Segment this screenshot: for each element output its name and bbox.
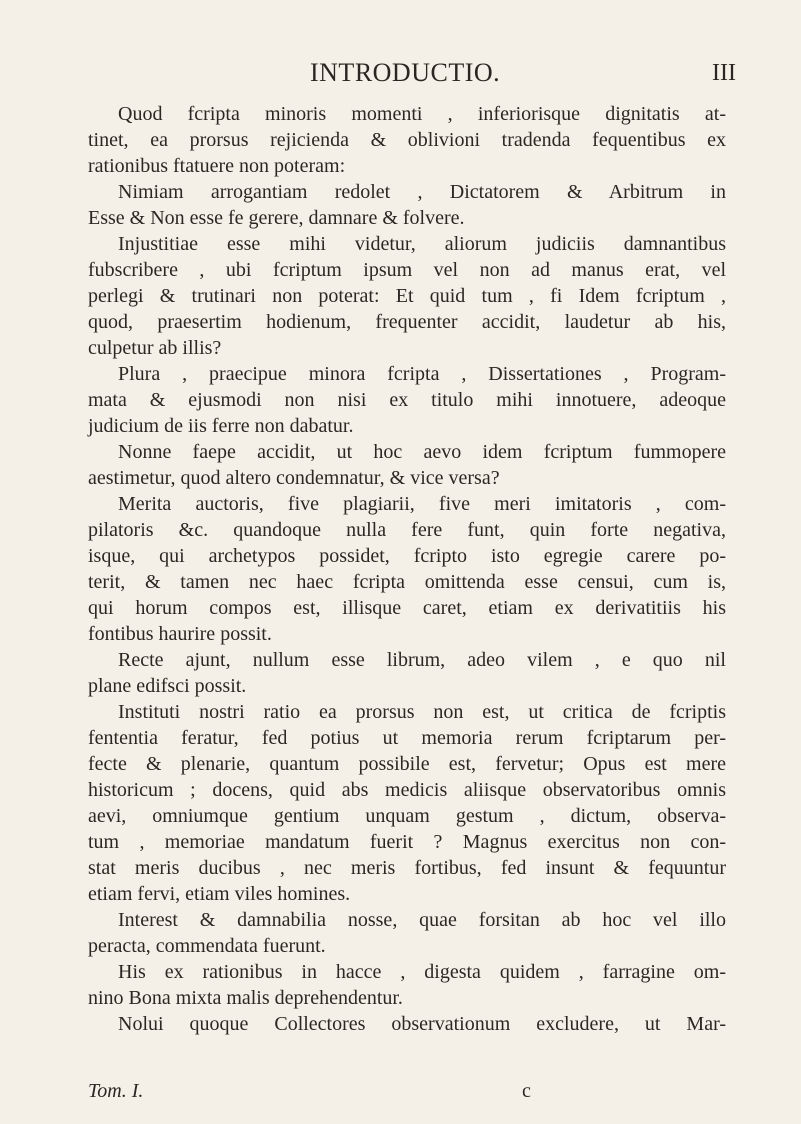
text-line: fententia feratur, fed potius ut memoria rerum fcriptarum per- [88,727,726,749]
text-line: peracta, commendata fuerunt. [88,935,326,957]
text-line: His ex rationibus in hacce , digesta quidem , farragine om- [118,961,726,983]
text-line: rationibus ftatuere non poteram: [88,155,346,177]
text-line: Quod fcripta minoris momenti , inferiorisque dignitatis at- [118,103,726,125]
text-line: tinet, ea prorsus rejicienda & oblivioni tradenda fequentibus ex [88,129,726,151]
text-line: Merita auctoris, five plagiarii, five meri imitatoris , com- [118,493,726,515]
text-line: plane edifsci possit. [88,675,247,697]
text-line: aevi, omniumque gentium unquam gestum , dictum, observa- [88,805,726,827]
text-line: historicum ; docens, quid abs medicis aliisque observatoribus omnis [88,779,726,801]
text-line: Instituti nostri ratio ea prorsus non est, ut critica de fcriptis [118,701,726,723]
text-line: nino Bona mixta malis deprehendentur. [88,987,403,1009]
text-line: quod, praesertim hodienum, frequenter accidit, laudetur ab his, [88,311,726,333]
footer-line [88,1078,726,1104]
text-line: tum , memoriae mandatum fuerit ? Magnus exercitus non con- [88,831,726,853]
text-line: qui horum compos est, illisque caret, etiam ex derivatitiis his [88,597,726,619]
page-number: III [712,60,736,86]
text-line: Interest & damnabilia nosse, quae forsitan ab hoc vel illo [118,909,726,931]
text-line: etiam fervi, etiam viles homines. [88,883,351,905]
text-line: Esse & Non esse fe gerere, damnare & folvere. [88,207,465,229]
running-title: INTRODUCTIO. [310,58,501,87]
text-line: Recte ajunt, nullum esse librum, adeo vilem , e quo nil [118,649,726,671]
text-line: stat meris ducibus , nec meris fortibus, fed insunt & fequuntur [88,857,726,879]
text-line: isque, qui archetypos possidet, fcripto isto egregie carere po- [88,545,726,567]
text-line: terit, & tamen nec haec fcripta omittenda esse censui, cum is, [88,571,726,593]
text-line: Nimiam arrogantiam redolet , Dictatorem & Arbitrum in [118,181,726,203]
body-text [88,101,726,1037]
text-line: mata & ejusmodi non nisi ex titulo mihi innotuere, adeoque [88,389,726,411]
volume-label: Tom. I. [88,1080,144,1102]
running-head [0,58,801,88]
text-line: Nolui quoque Collectores observationum excludere, ut Mar- [118,1013,726,1035]
text-line: Nonne faepe accidit, ut hoc aevo idem fcriptum fummopere [118,441,726,463]
text-line: fubscribere , ubi fcriptum ipsum vel non ad manus erat, vel [88,259,726,281]
signature-mark: c [522,1080,531,1102]
text-line: Injustitiae esse mihi videtur, aliorum judiciis damnantibus [118,233,726,255]
text-line: pilatoris &c. quandoque nulla fere funt, quin forte negativa, [88,519,726,541]
text-line: fecte & plenarie, quantum possibile est, fervetur; Opus est mere [88,753,726,775]
text-line: aestimetur, quod altero condemnatur, & vice versa? [88,467,500,489]
text-line: perlegi & trutinari non poterat: Et quid tum , fi Idem fcriptum , [88,285,726,307]
text-line: Plura , praecipue minora fcripta , Dissertationes , Program- [118,363,726,385]
text-line: judicium de iis ferre non dabatur. [88,415,354,437]
text-line: culpetur ab illis? [88,337,222,359]
text-line: fontibus haurire possit. [88,623,272,645]
